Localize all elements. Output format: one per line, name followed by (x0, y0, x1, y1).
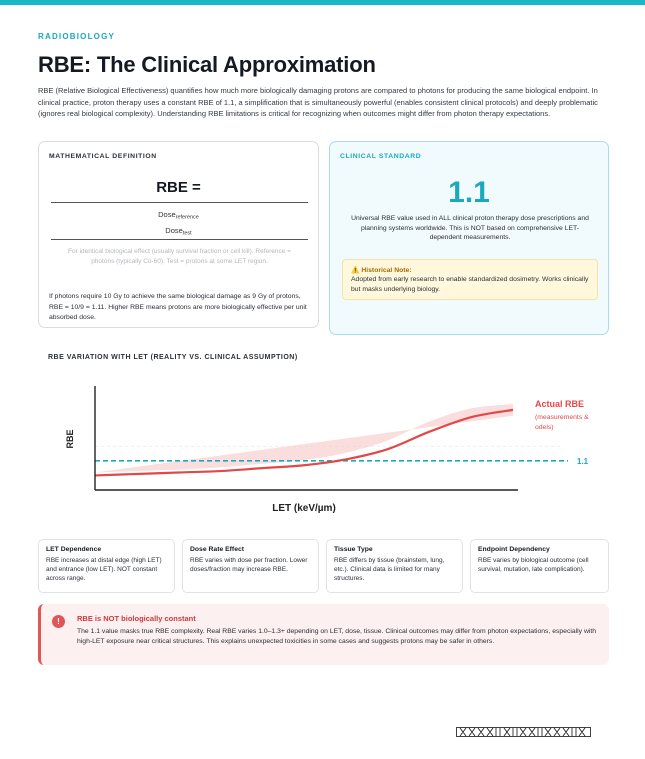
chart-section-label: RBE VARIATION WITH LET (REALITY VS. CLINICAL ASSUMPTION) (48, 354, 298, 361)
historical-note-box (342, 259, 598, 300)
clinical-rbe-label: 1.1 (577, 456, 589, 466)
denominator-base: Dose (165, 226, 183, 235)
factor-text: RBE varies with dose per fraction. Lower doses/fraction may increase RBE. (190, 557, 308, 573)
section-eyebrow: RADIOBIOLOGY (38, 32, 116, 41)
numerator-subscript: reference (175, 214, 199, 221)
clinical-standard-description: Universal RBE value used in ALL clinical proton therapy dose prescriptions and planning systems worldwide. This is NOT based on comprehensive LET-dependent measurements. (351, 215, 589, 241)
historical-note-title: ⚠️ Historical Note: (351, 267, 412, 274)
definition-card-label: MATHEMATICAL DEFINITION (49, 153, 157, 160)
page-title: RBE: The Clinical Approximation (38, 52, 376, 77)
factor-text: RBE differs by tissue (brainstem, lung, etc.). Clinical data is limited for many structures. (334, 557, 445, 582)
actual-rbe-sublabel-2: odels) (535, 424, 554, 431)
factor-text: RBE varies by biological outcome (cell survival, mutation, late complication). (478, 557, 589, 573)
intro-paragraph: RBE (Relative Biological Effectiveness) quantifies how much more biologically damaging protons are compared to photons for producing the same biological endpoint. In clinical practice, proton therapy uses a constant RBE of 1.1, a simplification that is simultaneously powerful (enables consistent clinical protocols) and deeply problematic (ignores real biological complexity). Understanding RBE limitations is critical for recognizing when outcomes might differ from photon therapy expectations. (38, 86, 598, 118)
fraction-top-rule (51, 202, 308, 203)
dose-test (39, 226, 318, 237)
denominator-subscript: test (182, 230, 192, 237)
warning-text: The 1.1 value masks true RBE complexity. Real RBE varies 1.0–1.3+ depending on LET, dose, tissue. Clinical outcomes may differ from photon expectations, especially with high-LET exposure near critical structures. This explains unexpected toxicities in some cases and suggests protons may be safer in others. (77, 628, 597, 645)
definition-example: If photons require 10 Gy to achieve the same biological damage as 9 Gy of protons, RBE = 10/9 = 1.11. Higher RBE means protons are more biologically effective per unit absorbed dose. (49, 293, 307, 321)
top-accent-bar (0, 0, 645, 5)
factor-text: RBE increases at distal edge (high LET) and entrance (low LET). NOT constant across range. (46, 557, 162, 582)
clinical-rbe-value: 1.1 (448, 176, 490, 209)
historical-note-text: Adopted from early research to enable standardized dosimetry. Works clinically but masks underlying biology. (351, 276, 589, 293)
rbe-let-chart (58, 378, 608, 518)
numerator-base: Dose (158, 210, 176, 219)
warning-icon: ! (52, 615, 65, 628)
factor-title: Tissue Type (334, 546, 373, 553)
warning-title: RBE is NOT biologically constant (77, 614, 196, 623)
y-axis-label: RBE (65, 429, 75, 449)
clinical-standard-card (329, 141, 609, 335)
rbe-equation: RBE = (156, 179, 201, 196)
definition-card (38, 141, 319, 328)
dose-reference (39, 210, 318, 221)
factor-card (38, 539, 175, 593)
factor-title: LET Dependence (46, 546, 102, 553)
definition-note: For identical biological effect (usually survival fraction or cell kill). Reference = photons (typically Co-60). Test = protons at some LET region. (68, 248, 291, 265)
clinical-standard-label: CLINICAL STANDARD (340, 153, 422, 160)
x-axis-label: LET (keV/µm) (272, 503, 336, 514)
factor-card (470, 539, 609, 593)
factor-title: Dose Rate Effect (190, 546, 245, 553)
fraction-bottom-rule (51, 239, 308, 240)
actual-rbe-sublabel: (measurements & (535, 414, 589, 421)
warning-callout (38, 604, 609, 665)
actual-rbe-uncertainty-band (95, 404, 513, 472)
factor-card (326, 539, 463, 593)
factor-title: Endpoint Dependency (478, 546, 550, 553)
factor-card (182, 539, 319, 593)
actual-rbe-label: Actual RBE (535, 399, 585, 409)
footer-mark-icon (456, 727, 591, 737)
